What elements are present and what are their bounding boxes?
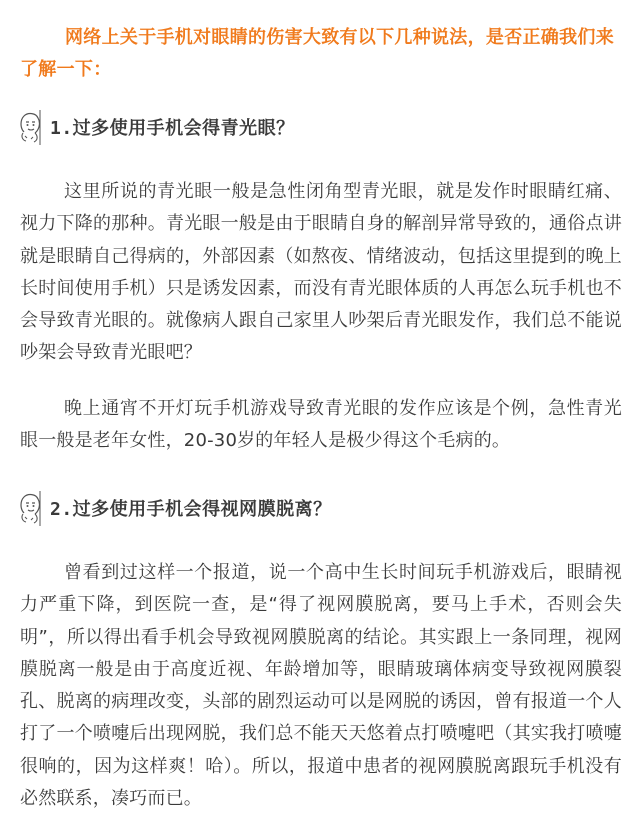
paragraph: 曾看到过这样一个报道，说一个高中生长时间玩手机游戏后，眼睛视力严重下降，到医院一查，是“得了视网膜脱离，要马上手术，否则会失明”，所以得出看手机会导致视网膜脱离的结论。其实跟上一条同理，视网膜脱离一般是由于高度近视、年龄增加等，眼睛玻璃体病变导致视网膜裂孔、脱离的病理改变，头部的剧烈运动可以是网脱的诱因，曾有报道一个人打了一个喷嚏后出现网脱，我们总不能天天悠着点打喷嚏吧（其实我打喷嚏很响的，因为这样爽！哈）。所以，报道中患者的视网膜脱离跟玩手机没有必然联系，凑巧而已。 — [20, 562, 622, 810]
intro-text: 网络上关于手机对眼睛的伤害大致有以下几种说法，是否正确我们来了解一下： — [20, 27, 614, 80]
section-heading-text: 2.过多使用手机会得视网膜脱离？ — [50, 499, 332, 520]
doodle-face-icon — [18, 489, 44, 527]
paragraph: 这里所说的青光眼一般是急性闭角型青光眼，就是发作时眼睛红痛、视力下降的那种。青光眼一般是由于眼睛自身的解剖异常导致的，通俗点讲就是眼睛自己得病的，外部因素（如熬夜、情绪波动，包括这里提到的晚上长时间使用手机）只是诱发因素，而没有青光眼体质的人再怎么玩手机也不会导致青光眼的。就像病人跟自己家里人吵架后青光眼发作，我们总不能说吵架会导致青光眼吧？ — [20, 181, 622, 364]
section-heading-1 — [18, 107, 618, 147]
section-heading-2 — [18, 488, 618, 528]
doodle-face-icon — [18, 108, 44, 146]
paragraph: 晚上通宵不开灯玩手机游戏导致青光眼的发作应该是个例，急性青光眼一般是老年女性，20-30岁的年轻人是极少得这个毛病的。 — [20, 398, 622, 452]
section-heading-text: 1.过多使用手机会得青光眼？ — [50, 118, 295, 139]
